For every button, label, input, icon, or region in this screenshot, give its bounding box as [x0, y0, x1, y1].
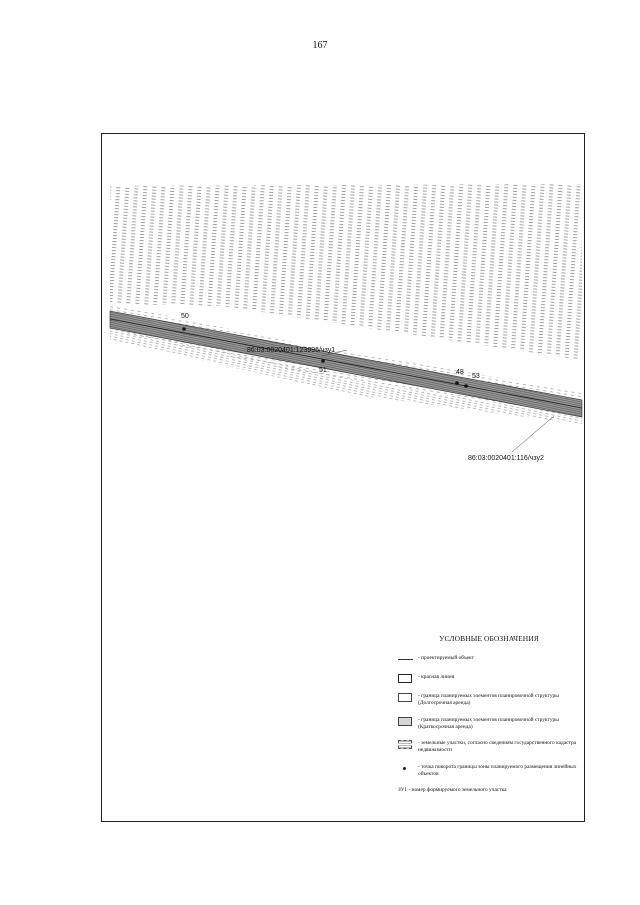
legend-item-text: - граница планируемых элементов планировочной структуры (Краткосрочная аренда): [418, 716, 559, 730]
legend-item-text: - земельные участки, согласно сведениям государственного кадастра недвижимости: [418, 740, 577, 754]
point-48-marker: [455, 381, 459, 385]
legend-hatch-symbol: [398, 740, 414, 750]
legend-item-text: - граница планируемых элементов планировочной структуры (Долгосрочная аренда): [418, 693, 559, 707]
parcel-label-1: 86:03:0020401:123996/чзу1: [247, 347, 336, 354]
point-51-marker: [321, 359, 325, 363]
legend-grey-box-symbol: [398, 717, 414, 727]
point-label-53: 53: [472, 373, 480, 380]
legend-box-symbol: [398, 693, 414, 703]
legend-item-short-term-lease: [398, 717, 580, 732]
legend-item-project-object: [398, 655, 580, 665]
legend-parcel-number-symbol: ЗУ1: [398, 787, 408, 794]
leader-line-2: [512, 416, 554, 452]
legend-red-line-symbol: [398, 674, 414, 684]
legend-item-text: - точка поворота границы зоны планируемого размещения линейных объектов: [418, 763, 577, 778]
legend-dot-symbol: [398, 764, 414, 774]
map-frame: [101, 133, 585, 822]
legend-item-text: - номер формируемого земельного участка: [407, 787, 507, 794]
point-label-50: 50: [181, 313, 189, 320]
legend-item-parcel-number: [398, 787, 580, 794]
point-label-48: 48: [456, 369, 464, 376]
legend-item-red-line: [398, 674, 580, 684]
page-number: 167: [312, 40, 328, 51]
legend-line-symbol: [398, 655, 414, 665]
point-50-marker: [182, 327, 186, 331]
legend-item-long-term-lease: [398, 693, 580, 708]
point-label-51: 51: [319, 367, 327, 374]
legend-item-cadastre-parcels: [398, 740, 580, 755]
legend-item-turning-point: [398, 764, 580, 779]
legend-item-text: - проектируемый объект: [418, 655, 474, 661]
parcel-label-2: 86:03:0020401:116/чзу2: [468, 455, 544, 462]
point-53-marker: [464, 384, 468, 388]
legend-title: УСЛОВНЫЕ ОБОЗНАЧЕНИЯ: [439, 634, 539, 643]
legend-item-text: - красная линия: [418, 674, 455, 680]
legend: [398, 634, 580, 804]
